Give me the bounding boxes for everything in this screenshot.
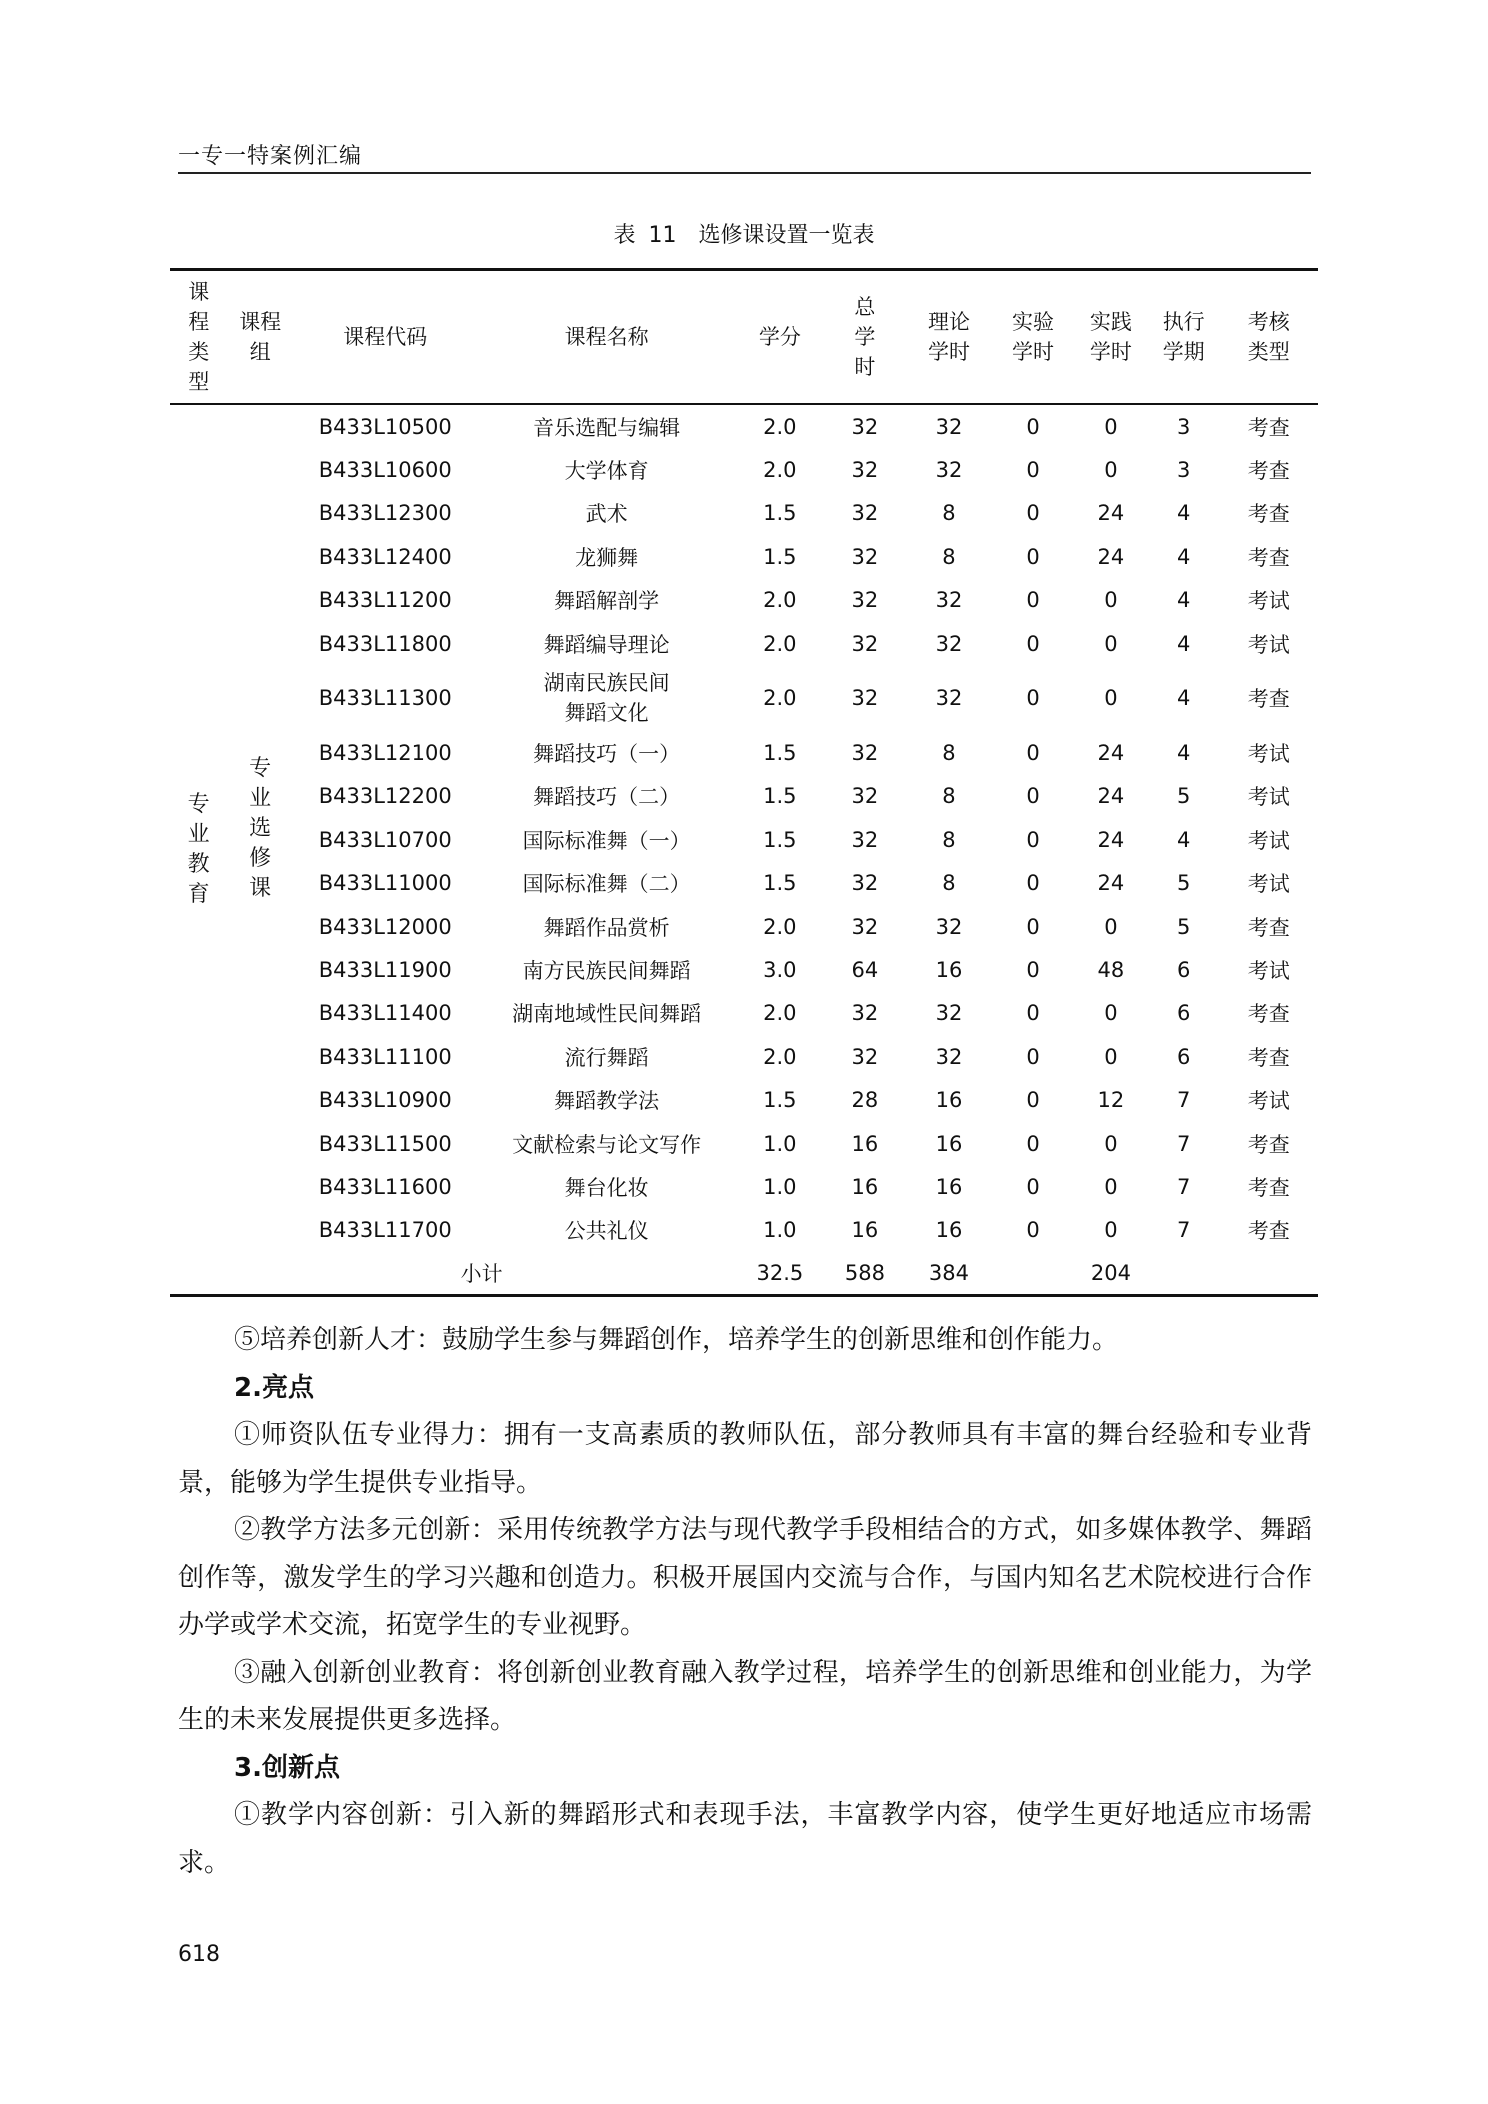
header-semester: 执行学期 [1148, 270, 1220, 405]
cell-total: 32 [851, 741, 879, 766]
cell-code: B433L10600 [318, 458, 452, 483]
cell-theory: 32 [935, 1001, 963, 1026]
table-row [170, 622, 1318, 665]
cell-semester: 4 [1177, 631, 1191, 656]
table-row [170, 665, 1318, 731]
cell-theory: 16 [935, 1088, 963, 1113]
cell-practice: 24 [1097, 501, 1125, 526]
cell-name: 南方民族民间舞蹈 [522, 958, 691, 983]
cell-code: B433L11800 [318, 631, 452, 656]
cell-semester: 4 [1177, 827, 1191, 852]
cell-credit: 1.5 [763, 501, 797, 526]
table-row [170, 1165, 1318, 1208]
cell-semester: 3 [1177, 414, 1191, 439]
cell-name: 舞台化妆 [564, 1175, 649, 1200]
elective-course-table [170, 268, 1318, 1297]
section-heading: 2.亮点 [234, 1372, 314, 1403]
cell-total: 32 [851, 458, 879, 483]
cell-name: 舞蹈解剖学 [554, 589, 660, 614]
cell-theory: 8 [942, 501, 956, 526]
cell-code: B433L12400 [318, 544, 452, 569]
subtotal-exam-type [1220, 1252, 1318, 1296]
header-code: 课程代码 [293, 270, 478, 405]
cell-exam: 考查 [1247, 1002, 1290, 1027]
cell-theory: 32 [935, 588, 963, 613]
cell-credit: 2.0 [763, 588, 797, 613]
cell-exam: 考试 [1247, 589, 1290, 614]
cell-lab: 0 [1026, 784, 1040, 809]
cell-code: B433L11000 [318, 871, 452, 896]
cell-theory: 32 [935, 458, 963, 483]
cell-name: 流行舞蹈 [564, 1045, 649, 1070]
table-row [170, 1209, 1318, 1252]
cell-credit: 3.0 [763, 957, 797, 982]
cell-code: B433L12300 [318, 501, 452, 526]
cell-theory: 32 [935, 914, 963, 939]
subtotal-theory-hours: 384 [928, 1261, 970, 1286]
cell-total: 32 [851, 1044, 879, 1069]
cell-exam: 考查 [1247, 1219, 1290, 1244]
cell-lab: 0 [1026, 686, 1040, 711]
cell-total: 32 [851, 544, 879, 569]
cell-credit: 1.0 [763, 1174, 797, 1199]
cell-name: 舞蹈教学法 [554, 1089, 660, 1114]
cell-code: B433L12000 [318, 914, 452, 939]
table-row [170, 992, 1318, 1035]
cell-lab: 0 [1026, 1088, 1040, 1113]
cell-semester: 5 [1177, 784, 1191, 809]
cell-total: 32 [851, 414, 879, 439]
cell-total: 32 [851, 827, 879, 852]
cell-theory: 8 [942, 741, 956, 766]
cell-lab: 0 [1026, 501, 1040, 526]
cell-code: B433L10500 [318, 414, 452, 439]
paragraph: ①师资队伍专业得力：拥有一支高素质的教师队伍，部分教师具有丰富的舞台经验和专业背景，能够为学生提供专业指导。 [178, 1420, 1312, 1498]
cell-code: B433L11900 [318, 957, 452, 982]
table-row [170, 535, 1318, 578]
cell-practice: 24 [1097, 784, 1125, 809]
cell-theory: 16 [935, 1218, 963, 1243]
header-exam-type: 考核类型 [1220, 270, 1318, 405]
cell-practice: 0 [1104, 686, 1118, 711]
cell-total: 32 [851, 588, 879, 613]
table-row [170, 404, 1318, 448]
cell-lab: 0 [1026, 631, 1040, 656]
header-total-hours: 总学时 [824, 270, 906, 405]
cell-semester: 6 [1177, 957, 1191, 982]
cell-name: 国际标准舞（二） [522, 872, 691, 897]
cell-credit: 1.5 [763, 544, 797, 569]
subtotal-total-hours: 588 [844, 1261, 885, 1286]
cell-credit: 1.5 [763, 871, 797, 896]
page-number: 618 [178, 1942, 220, 1967]
cell-name: 舞蹈作品赏析 [543, 915, 670, 940]
table-body [170, 404, 1318, 1296]
subtotal-semester [1148, 1252, 1220, 1296]
cell-practice: 0 [1104, 1044, 1118, 1069]
cell-total: 32 [851, 1001, 879, 1026]
table-row [170, 448, 1318, 491]
cell-practice: 0 [1104, 1001, 1118, 1026]
cell-practice: 12 [1097, 1088, 1125, 1113]
paragraph: ⑤培养创新人才：鼓励学生参与舞蹈创作，培养学生的创新思维和创作能力。 [234, 1325, 1119, 1355]
table-row [170, 862, 1318, 905]
group-cell [227, 404, 293, 1252]
cell-code: B433L10900 [318, 1088, 452, 1113]
cell-practice: 24 [1097, 544, 1125, 569]
cell-name: 文献检索与论文写作 [512, 1132, 702, 1157]
cell-total: 64 [851, 957, 879, 982]
cell-semester: 7 [1177, 1131, 1191, 1156]
cell-semester: 4 [1177, 588, 1191, 613]
cell-lab: 0 [1026, 414, 1040, 439]
cell-total: 32 [851, 686, 879, 711]
cell-semester: 3 [1177, 458, 1191, 483]
subtotal-label: 小计 [460, 1262, 503, 1287]
cell-name: 大学体育 [564, 459, 649, 484]
cell-semester: 6 [1177, 1001, 1191, 1026]
cell-semester: 7 [1177, 1174, 1191, 1199]
paragraph: ①教学内容创新：引入新的舞蹈形式和表现手法，丰富教学内容，使学生更好地适应市场需求。 [178, 1800, 1312, 1878]
cell-exam: 考试 [1247, 785, 1290, 810]
cell-practice: 24 [1097, 827, 1125, 852]
cell-code: B433L12100 [318, 741, 452, 766]
cell-credit: 2.0 [763, 458, 797, 483]
cell-code: B433L11200 [318, 588, 452, 613]
table-row [170, 492, 1318, 535]
cell-total: 32 [851, 631, 879, 656]
cell-semester: 4 [1177, 544, 1191, 569]
cell-theory: 32 [935, 1044, 963, 1069]
cell-exam: 考试 [1247, 742, 1290, 767]
cell-name: 舞蹈技巧（一） [533, 742, 681, 767]
cell-name: 音乐选配与编辑 [533, 415, 681, 440]
cell-name: 舞蹈技巧（二） [533, 785, 681, 810]
table-row [170, 948, 1318, 991]
cell-credit: 1.5 [763, 1088, 797, 1113]
cell-lab: 0 [1026, 914, 1040, 939]
header-name: 课程名称 [477, 270, 735, 405]
cell-theory: 16 [935, 1131, 963, 1156]
cell-theory: 8 [942, 871, 956, 896]
cell-credit: 1.0 [763, 1218, 797, 1243]
cell-semester: 7 [1177, 1218, 1191, 1243]
body-text [178, 1317, 1312, 1887]
cell-total: 32 [851, 914, 879, 939]
cell-total: 16 [851, 1174, 879, 1199]
cell-lab: 0 [1026, 1044, 1040, 1069]
cell-total: 32 [851, 871, 879, 896]
header-group: 课程组 [227, 270, 293, 405]
cell-exam: 考试 [1247, 632, 1290, 657]
subtotal-practice-hours: 204 [1090, 1261, 1131, 1286]
cell-practice: 0 [1104, 631, 1118, 656]
cell-lab: 0 [1026, 588, 1040, 613]
section-heading: 3.创新点 [234, 1752, 340, 1783]
header-practice-hours: 实践学时 [1074, 270, 1148, 405]
cell-total: 32 [851, 501, 879, 526]
table-row [170, 1035, 1318, 1078]
table-row [170, 1078, 1318, 1121]
cell-credit: 2.0 [763, 631, 797, 656]
cell-theory: 32 [935, 631, 963, 656]
cell-exam: 考查 [1247, 687, 1290, 712]
cell-semester: 6 [1177, 1044, 1191, 1069]
category-label: 专业教育 [187, 791, 210, 907]
cell-code: B433L12200 [318, 784, 452, 809]
table-header-row [170, 270, 1318, 405]
cell-total: 16 [851, 1218, 879, 1243]
cell-theory: 8 [942, 827, 956, 852]
paragraph: ②教学方法多元创新：采用传统教学方法与现代教学手段相结合的方式，如多媒体教学、舞蹈创作等，激发学生的学习兴趣和创造力。积极开展国内交流与合作，与国内知名艺术院校进行合作办学或学术交流，拓宽学生的专业视野。 [178, 1515, 1312, 1640]
cell-exam: 考查 [1247, 915, 1290, 940]
cell-practice: 24 [1097, 741, 1125, 766]
cell-credit: 1.5 [763, 827, 797, 852]
cell-exam: 考查 [1247, 1175, 1290, 1200]
cell-practice: 24 [1097, 871, 1125, 896]
table-caption: 表 11 选修课设置一览表 [613, 223, 875, 248]
cell-total: 16 [851, 1131, 879, 1156]
cell-theory: 16 [935, 1174, 963, 1199]
table-row [170, 1122, 1318, 1165]
cell-code: B433L11100 [318, 1044, 452, 1069]
cell-total: 32 [851, 784, 879, 809]
cell-name: 湖南地域性民间舞蹈 [512, 1002, 702, 1027]
cell-theory: 32 [935, 414, 963, 439]
table-row [170, 731, 1318, 774]
cell-exam: 考查 [1247, 1045, 1290, 1070]
header-credit: 学分 [736, 270, 824, 405]
cell-credit: 2.0 [763, 1001, 797, 1026]
cell-name [477, 665, 735, 731]
group-label: 专业选修课 [249, 755, 272, 901]
cell-exam: 考试 [1247, 872, 1290, 897]
category-cell [170, 404, 227, 1296]
cell-code: B433L11500 [318, 1131, 452, 1156]
cell-practice: 0 [1104, 1174, 1118, 1199]
cell-practice: 0 [1104, 1131, 1118, 1156]
cell-credit: 1.0 [763, 1131, 797, 1156]
cell-credit: 2.0 [763, 1044, 797, 1069]
cell-name: 国际标准舞（一） [522, 828, 691, 853]
cell-code: B433L11600 [318, 1174, 452, 1199]
cell-credit: 1.5 [763, 784, 797, 809]
cell-lab: 0 [1026, 1001, 1040, 1026]
cell-practice: 0 [1104, 414, 1118, 439]
running-header: 一专一特案例汇编 [178, 144, 363, 169]
cell-lab: 0 [1026, 1131, 1040, 1156]
header-type: 课程类型 [170, 270, 227, 405]
cell-exam: 考查 [1247, 1132, 1290, 1157]
cell-name: 舞蹈编导理论 [543, 632, 670, 657]
cell-exam: 考查 [1247, 459, 1290, 484]
cell-practice: 0 [1104, 588, 1118, 613]
cell-theory: 8 [942, 544, 956, 569]
cell-name: 公共礼仪 [564, 1219, 649, 1244]
cell-lab: 0 [1026, 871, 1040, 896]
cell-lab: 0 [1026, 544, 1040, 569]
cell-lab: 0 [1026, 1174, 1040, 1199]
cell-lab: 0 [1026, 458, 1040, 483]
cell-exam: 考查 [1247, 545, 1290, 570]
cell-exam: 考试 [1247, 958, 1290, 983]
cell-practice: 0 [1104, 458, 1118, 483]
cell-practice: 48 [1097, 957, 1125, 982]
header-lab-hours: 实验学时 [992, 270, 1074, 405]
cell-credit: 1.5 [763, 741, 797, 766]
cell-lab: 0 [1026, 1218, 1040, 1243]
cell-code: B433L11300 [318, 686, 452, 711]
cell-theory: 32 [935, 686, 963, 711]
subtotal-row [170, 1252, 1318, 1296]
cell-lab: 0 [1026, 827, 1040, 852]
cell-total: 28 [851, 1088, 879, 1113]
cell-credit: 2.0 [763, 414, 797, 439]
paragraph: ③融入创新创业教育：将创新创业教育融入教学过程，培养学生的创新思维和创业能力，为学生的未来发展提供更多选择。 [178, 1657, 1312, 1735]
cell-credit: 2.0 [763, 914, 797, 939]
cell-practice: 0 [1104, 914, 1118, 939]
header-theory-hours: 理论学时 [906, 270, 992, 405]
cell-exam: 考查 [1247, 502, 1290, 527]
cell-lab: 0 [1026, 741, 1040, 766]
table-row [170, 818, 1318, 861]
cell-exam: 考试 [1247, 1089, 1290, 1114]
cell-lab: 0 [1026, 957, 1040, 982]
table-row [170, 905, 1318, 948]
subtotal-lab-hours [992, 1252, 1074, 1296]
cell-semester: 4 [1177, 741, 1191, 766]
cell-semester: 7 [1177, 1088, 1191, 1113]
cell-name: 武术 [585, 502, 628, 527]
cell-code: B433L10700 [318, 827, 452, 852]
cell-theory: 8 [942, 784, 956, 809]
cell-credit: 2.0 [763, 686, 797, 711]
subtotal-credit: 32.5 [756, 1261, 804, 1286]
table-row [170, 775, 1318, 818]
cell-semester: 4 [1177, 501, 1191, 526]
cell-code: B433L11700 [318, 1218, 452, 1243]
cell-practice: 0 [1104, 1218, 1118, 1243]
cell-semester: 5 [1177, 914, 1191, 939]
cell-theory: 16 [935, 957, 963, 982]
cell-exam: 考试 [1247, 828, 1290, 853]
cell-semester: 5 [1177, 871, 1191, 896]
cell-name: 龙狮舞 [575, 545, 639, 570]
cell-name-text: 湖南民族民间舞蹈文化 [543, 671, 670, 726]
cell-semester: 4 [1177, 686, 1191, 711]
cell-code: B433L11400 [318, 1001, 452, 1026]
table-row [170, 579, 1318, 622]
cell-exam: 考查 [1247, 415, 1290, 440]
header-rule [178, 172, 1311, 174]
